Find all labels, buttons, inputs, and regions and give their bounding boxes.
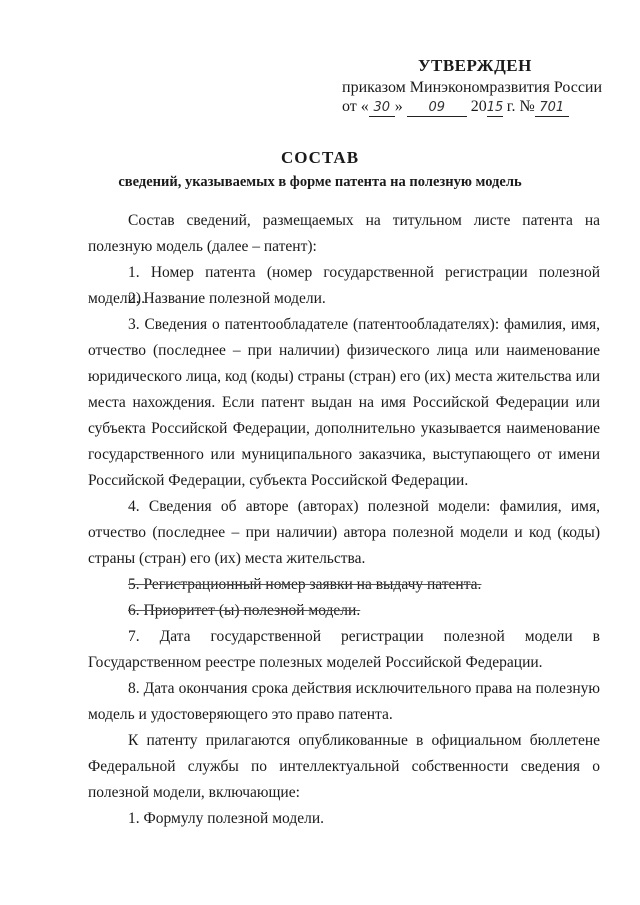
approval-from-word: от « (342, 98, 369, 115)
item-7-paragraph: 7. Дата государственной регистрации полезной модели в Государственном реестре полезных моделей Российской Федерации. (88, 628, 600, 671)
approval-month: 09 (407, 100, 467, 117)
intro-paragraph: Состав сведений, размещаемых на титульном листе патента на полезную модель (далее – патент): (88, 212, 600, 255)
approval-day: 30 (369, 100, 395, 117)
approval-heading: УТВЕРЖДЕН (418, 56, 532, 75)
item-8-paragraph: 8. Дата окончания срока действия исключительного права на полезную модель и удостоверяющего это право патента. (88, 680, 600, 723)
document-title: СОСТАВ (280, 148, 360, 167)
approval-order-line: приказом Минэкономразвития России (342, 79, 603, 96)
approval-number: 701 (535, 100, 569, 117)
approval-year-suffix: 15 (486, 100, 504, 115)
item-1-paragraph: 1. Номер патента (номер государственной регистрации полезной модели). (88, 264, 600, 307)
approval-quote-close: » (394, 98, 403, 115)
attachment-1-paragraph: 1. Формулу полезной модели. (128, 810, 325, 827)
item-5-paragraph: 5. Регистрационный номер заявки на выдачу патента. (128, 576, 482, 593)
approval-block (342, 56, 602, 117)
item-2-paragraph: 2. Название полезной модели. (128, 290, 326, 307)
item-4-paragraph: 4. Сведения об авторе (авторах) полезной модели: фамилия, имя, отчество (последнее – при наличии) автора полезной модели и код (коды) страны (стран) его (их) места жительства. (88, 498, 600, 567)
item-6-paragraph: 6. Приоритет (ы) полезной модели. (128, 602, 361, 619)
approval-year-word: г. (506, 98, 516, 115)
attachments-paragraph: К патенту прилагаются опубликованные в официальном бюллетене Федеральной службы по интеллектуальной собственности сведения о полезной модели, включающие: (88, 732, 600, 801)
approval-year-prefix: 20 (470, 98, 487, 115)
document-subtitle: сведений, указываемых в форме патента на полезную модель (118, 174, 522, 190)
approval-date-line (342, 97, 602, 117)
item-3-paragraph: 3. Сведения о патентообладателе (патентообладателях): фамилия, имя, отчество (последнее – при наличии) физического лица или наименование юридического лица, код (коды) страны (стран) его (их) места жительства или места нахождения. Если патент выдан на имя Российской Федерации или субъекта Российской Федерации, дополнительно указывается наименование государственного или муниципального заказчика, выступающего от имени Российской Федерации, субъекта Российской Федерации. (88, 316, 600, 489)
approval-number-sign: № (519, 98, 535, 115)
